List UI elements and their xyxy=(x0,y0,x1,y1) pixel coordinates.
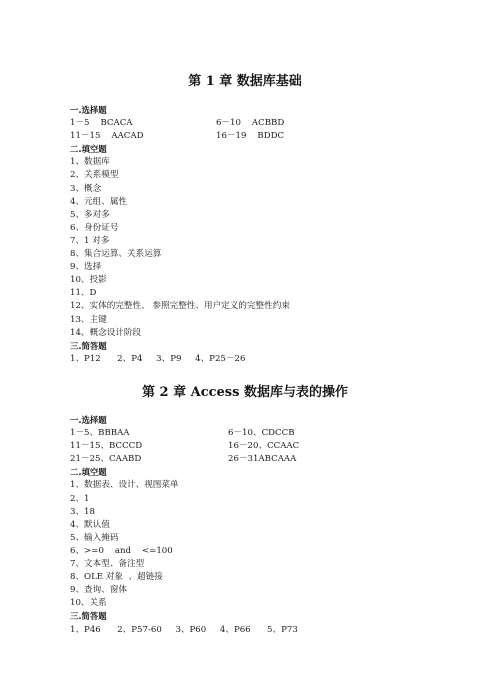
section-choice-heading: 一.选择题 xyxy=(70,105,107,115)
fill-answer: 1、数据库 xyxy=(70,157,110,168)
choice-answer: 26－31ABCAAA xyxy=(228,454,297,465)
fill-answer: 6、>=0 and <=100 xyxy=(70,545,173,556)
short-answer: 1、P46 2、P57-60 3、P60 4、P66 5、P73 xyxy=(70,624,298,635)
choice-answer: 6－10、CDCCB xyxy=(228,428,295,439)
fill-answer: 2、关系模型 xyxy=(70,170,119,181)
fill-answer: 7、文本型、备注型 xyxy=(70,559,145,570)
chapter-2-title: 第 2 章 Access 数据库与表的操作 xyxy=(142,385,348,400)
short-answer: 1、P12 2、P4 3、P9 4、P25－26 xyxy=(70,353,246,364)
choice-answer: 16－19 BDDC xyxy=(216,131,285,142)
fill-answer: 4、默认值 xyxy=(70,519,110,530)
fill-answer: 4、元组、属性 xyxy=(70,196,128,207)
choice-answer: 11－15、BCCCD xyxy=(70,441,143,452)
choice-answer: 16－20、CCAAC xyxy=(228,441,300,452)
section-fill-heading: 二.填空题 xyxy=(70,467,107,478)
section-short-heading: 三.简答题 xyxy=(70,340,107,351)
choice-row xyxy=(70,440,430,453)
fill-answer: 8、OLE 对象 、超链接 xyxy=(70,572,163,583)
fill-answer: 2、1 xyxy=(70,493,90,504)
choice-answer: 1－5、BBBAA xyxy=(70,428,130,439)
fill-answer: 11、D xyxy=(70,288,97,299)
fill-answer: 5、输入掩码 xyxy=(70,532,119,543)
choice-answer: 6－10 ACBBD xyxy=(216,118,285,129)
chapter-1-title: 第 1 章 数据库基础 xyxy=(188,74,302,89)
fill-answer: 6、身份证号 xyxy=(70,222,119,233)
fill-answer: 7、1 对多 xyxy=(70,235,110,246)
fill-answer: 8、集合运算、关系运算 xyxy=(70,249,162,260)
choice-row xyxy=(70,453,430,466)
fill-answer: 3、18 xyxy=(70,506,95,517)
fill-answer: 3、概念 xyxy=(70,183,102,194)
fill-answer: 10、关系 xyxy=(70,598,107,609)
choice-row xyxy=(70,427,430,440)
fill-answer: 12、实体的完整性、 参照完整性、用户定义的完整性约束 xyxy=(70,301,290,312)
section-choice-heading: 一.选择题 xyxy=(70,415,107,425)
section-fill-heading: 二.填空题 xyxy=(70,144,107,155)
chapter-1-content xyxy=(70,104,430,366)
fill-answer: 14、概念设计阶段 xyxy=(70,327,142,338)
fill-answer: 5、多对多 xyxy=(70,209,110,220)
fill-answer: 13、主键 xyxy=(70,314,107,325)
section-short-heading: 三.简答题 xyxy=(70,611,107,622)
choice-row xyxy=(70,117,430,130)
choice-row xyxy=(70,130,430,143)
choice-answer: 21－25、CAABD xyxy=(70,454,142,465)
chapter-2-content xyxy=(70,414,430,637)
fill-answer: 1、数据表、设计、视图菜单 xyxy=(70,480,179,491)
fill-answer: 9、选择 xyxy=(70,262,102,273)
choice-answer: 11－15 AACAD xyxy=(70,131,144,142)
choice-answer: 1－5 BCACA xyxy=(70,118,133,129)
fill-answer: 9、查询、窗体 xyxy=(70,585,128,596)
fill-answer: 10、投影 xyxy=(70,275,107,286)
